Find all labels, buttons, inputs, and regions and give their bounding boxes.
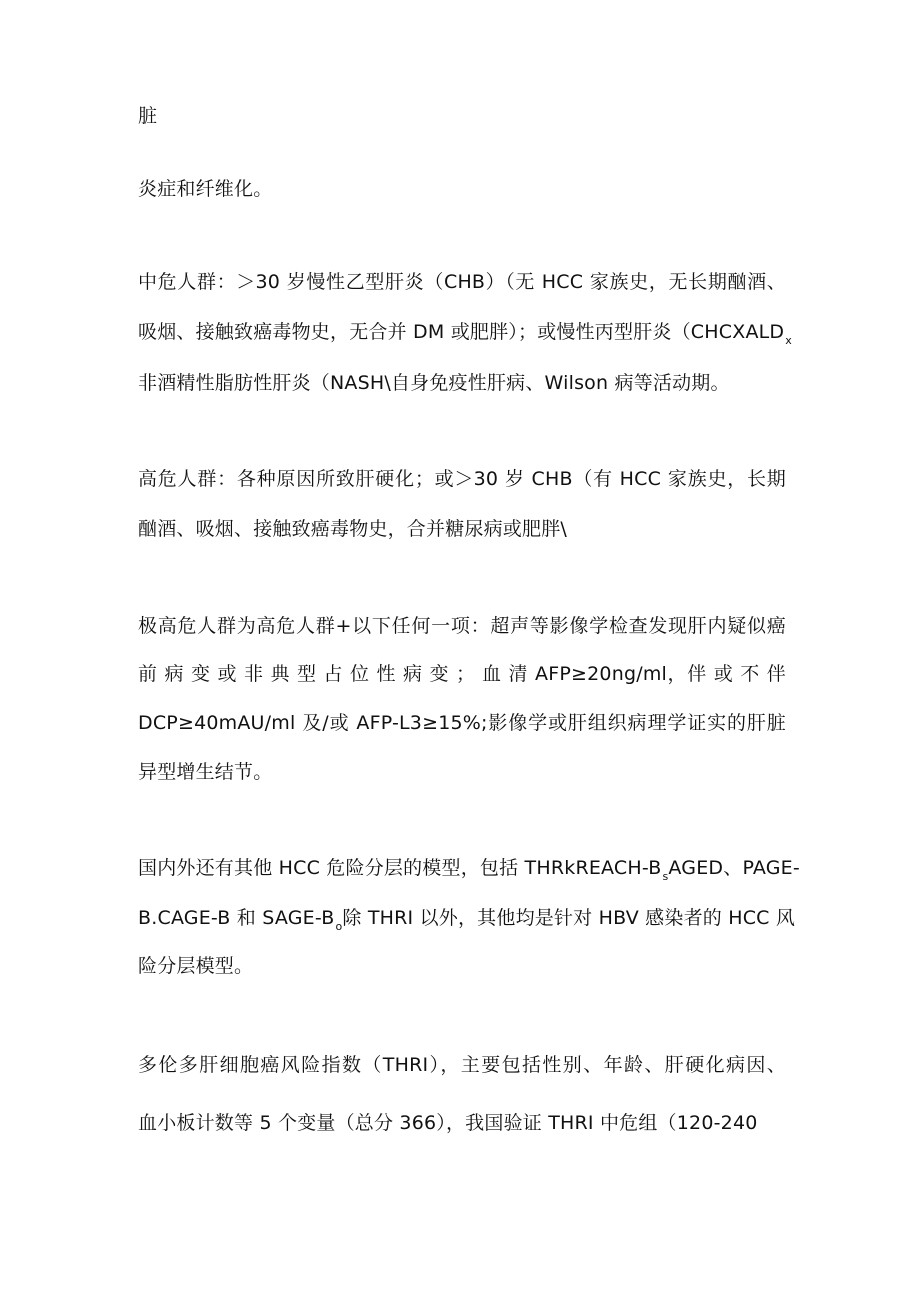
paragraph-high-risk-line-1 (138, 467, 786, 491)
subscript: s (662, 870, 669, 883)
paragraph-thri-line-1 (138, 1053, 786, 1077)
paragraph-models-line-3 (138, 954, 253, 978)
subscript: o (335, 920, 343, 933)
paragraph-models-line-1 (138, 856, 800, 883)
text-segment: AGED、PAGE- (668, 857, 800, 879)
text-segment: 吸烟、接触致癌毒物史，无合并 DM 或肥胖）；或慢性丙型肝炎（CHCXALD (138, 321, 785, 343)
text-segment: 炎症和纤维化。 (138, 178, 273, 200)
text-segment: 除 THRI 以外，其他均是针对 HBV 感染者的 HCC 风 (342, 907, 796, 929)
text-segment: 脏 (138, 105, 158, 127)
paragraph-very-high-risk-line-1 (138, 614, 786, 638)
text-segment: 血小板计数等 5 个变量（总分 366），我国验证 THRI 中危组（120-240 (138, 1112, 758, 1134)
text-segment: 非酒精性脂肪性肝炎（NASH\自身免疫性肝病、Wilson 病等活动期。 (138, 372, 730, 394)
text-segment: DCP≥40mAU/ml 及/或 AFP-L3≥15%;影像学或肝组织病理学证实的肝脏 (138, 712, 786, 734)
text-segment: 高危人群：各种原因所致肝硬化；或＞30 岁 CHB（有 HCC 家族史，长期 (138, 468, 786, 490)
paragraph-medium-risk-line-3 (138, 371, 730, 395)
text-line (138, 104, 157, 128)
text-segment: 多伦多肝细胞癌风险指数（THRI），主要包括性别、年龄、肝硬化病因、 (138, 1054, 786, 1076)
paragraph-medium-risk-line-2 (138, 320, 792, 347)
text-segment: B.CAGE-B 和 SAGE-B (138, 907, 335, 929)
text-segment: 险分层模型。 (138, 955, 254, 977)
text-segment: 酗酒、吸烟、接触致癌毒物史，合并糖尿病或肥胖\ (138, 518, 568, 540)
paragraph-high-risk-line-2 (138, 517, 567, 541)
paragraph-thri-line-2 (138, 1111, 758, 1135)
text-segment: 异型增生结节。 (138, 761, 273, 783)
text-segment: 国内外还有其他 HCC 危险分层的模型，包括 THRkREACH-B (138, 857, 662, 879)
paragraph-very-high-risk-line-3 (138, 711, 786, 735)
paragraph-very-high-risk-line-2 (138, 662, 786, 686)
text-segment: 中危人群：＞30 岁慢性乙型肝炎（CHB）（无 HCC 家族史，无长期酗酒、 (138, 271, 786, 293)
text-line (138, 177, 272, 201)
paragraph-medium-risk-line-1 (138, 270, 786, 294)
text-segment: 前 病 变 或 非 典 型 占 位 性 病 变 ； 血 清 AFP≥20ng/ml，伴 或 不 伴 (138, 663, 786, 685)
subscript: x (785, 334, 792, 347)
paragraph-very-high-risk-line-4 (138, 760, 272, 784)
text-segment: 极高危人群为高危人群+以下任何一项：超声等影像学检查发现肝内疑似癌 (138, 615, 786, 637)
paragraph-models-line-2 (138, 906, 795, 933)
